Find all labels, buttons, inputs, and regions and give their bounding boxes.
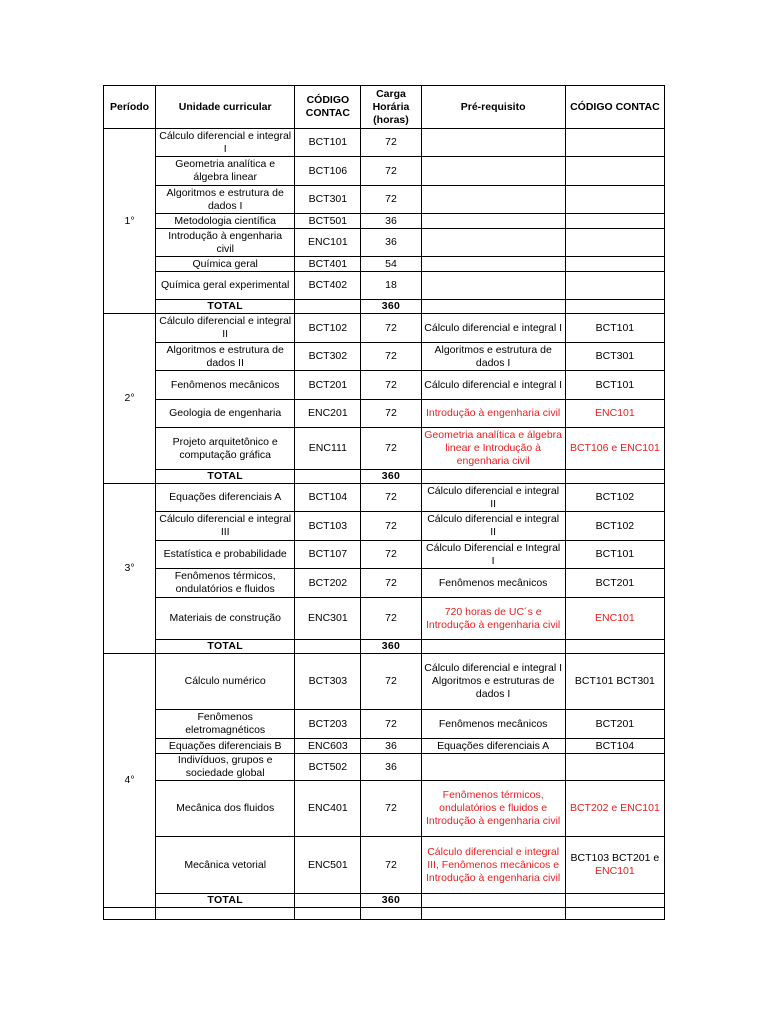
unit-hours: 72 — [361, 129, 421, 157]
unit-hours: 72 — [361, 837, 421, 894]
prerequisite: Cálculo diferencial e integral III, Fenômenos mecânicos e Introdução à engenharia civil — [421, 837, 565, 894]
prerequisite-code: BCT106 e ENC101 — [565, 428, 664, 470]
table-body — [104, 129, 665, 920]
unit-name: Metodologia científica — [156, 214, 295, 229]
prerequisite: 720 horas de UC´s e Introdução à engenharia civil — [421, 598, 565, 640]
prerequisite-code-red: ENC101 — [595, 865, 635, 877]
table-row — [104, 371, 665, 400]
period-label: 4° — [104, 654, 156, 908]
unit-hours: 36 — [361, 739, 421, 754]
unit-code: BCT301 — [295, 186, 361, 214]
table-row — [104, 314, 665, 343]
unit-hours: 72 — [361, 781, 421, 837]
header-codigo-prereq: CÓDIGO CONTAC — [565, 86, 664, 129]
prerequisite — [421, 272, 565, 300]
prerequisite: Cálculo diferencial e integral II — [421, 512, 565, 541]
empty-cell — [361, 908, 421, 920]
prerequisite-code: ENC101 — [565, 400, 664, 428]
empty-cell — [104, 908, 156, 920]
unit-hours: 72 — [361, 512, 421, 541]
table-row — [104, 214, 665, 229]
unit-hours: 72 — [361, 400, 421, 428]
prerequisite: Cálculo diferencial e integral I — [421, 371, 565, 400]
unit-name: Química geral experimental — [156, 272, 295, 300]
unit-name: Cálculo diferencial e integral III — [156, 512, 295, 541]
prerequisite — [421, 214, 565, 229]
header-codigo: CÓDIGO CONTAC — [295, 86, 361, 129]
table-row — [104, 400, 665, 428]
unit-hours: 72 — [361, 157, 421, 186]
unit-code: ENC111 — [295, 428, 361, 470]
prerequisite: Fenômenos mecânicos — [421, 710, 565, 739]
unit-code: BCT303 — [295, 654, 361, 710]
unit-hours: 18 — [361, 272, 421, 300]
total-label: TOTAL — [156, 300, 295, 314]
unit-code: BCT101 — [295, 129, 361, 157]
table-row — [104, 754, 665, 781]
unit-code: ENC603 — [295, 739, 361, 754]
table-row — [104, 428, 665, 470]
table-row — [104, 257, 665, 272]
unit-hours: 72 — [361, 371, 421, 400]
prerequisite — [421, 157, 565, 186]
unit-name: Química geral — [156, 257, 295, 272]
prerequisite: Cálculo diferencial e integral I — [421, 314, 565, 343]
unit-code: BCT302 — [295, 343, 361, 371]
prerequisite-code — [565, 754, 664, 781]
prerequisite-code: BCT103 BCT201 e ENC101 — [565, 837, 664, 894]
unit-code: BCT102 — [295, 314, 361, 343]
total-empty — [421, 470, 565, 484]
table-row — [104, 129, 665, 157]
unit-hours: 72 — [361, 428, 421, 470]
prerequisite: Equações diferenciais A — [421, 739, 565, 754]
empty-cell — [295, 908, 361, 920]
unit-code: ENC301 — [295, 598, 361, 640]
unit-name: Algoritmos e estrutura de dados II — [156, 343, 295, 371]
header-row — [104, 86, 665, 129]
total-value: 360 — [361, 640, 421, 654]
header-unidade: Unidade curricular — [156, 86, 295, 129]
unit-code: BCT502 — [295, 754, 361, 781]
unit-name: Projeto arquitetônico e computação gráfica — [156, 428, 295, 470]
total-row — [104, 470, 665, 484]
unit-name: Algoritmos e estrutura de dados I — [156, 186, 295, 214]
empty-row — [104, 908, 665, 920]
prerequisite: Cálculo diferencial e integral II — [421, 484, 565, 512]
total-value: 360 — [361, 300, 421, 314]
prerequisite-code — [565, 214, 664, 229]
total-empty — [421, 300, 565, 314]
table-row — [104, 157, 665, 186]
total-empty — [565, 894, 664, 908]
unit-code: BCT202 — [295, 569, 361, 598]
prerequisite: Introdução à engenharia civil — [421, 400, 565, 428]
unit-hours: 72 — [361, 314, 421, 343]
unit-name: Introdução à engenharia civil — [156, 229, 295, 257]
table-row — [104, 654, 665, 710]
prerequisite: Fenômenos mecânicos — [421, 569, 565, 598]
total-row — [104, 640, 665, 654]
unit-code: ENC401 — [295, 781, 361, 837]
prerequisite-code — [565, 272, 664, 300]
prerequisite: Cálculo Diferencial e Integral I — [421, 541, 565, 569]
unit-hours: 72 — [361, 343, 421, 371]
prerequisite — [421, 129, 565, 157]
prerequisite-code: BCT101 — [565, 541, 664, 569]
prerequisite-code — [565, 257, 664, 272]
unit-code: ENC501 — [295, 837, 361, 894]
unit-hours: 54 — [361, 257, 421, 272]
unit-hours: 72 — [361, 541, 421, 569]
unit-name: Mecânica dos fluidos — [156, 781, 295, 837]
table-row — [104, 739, 665, 754]
prerequisite-code: BCT101 — [565, 314, 664, 343]
total-value: 360 — [361, 894, 421, 908]
unit-hours: 36 — [361, 214, 421, 229]
unit-name: Fenômenos eletromagnéticos — [156, 710, 295, 739]
table-row — [104, 512, 665, 541]
prerequisite-code: BCT201 — [565, 569, 664, 598]
table-row — [104, 710, 665, 739]
prerequisite — [421, 754, 565, 781]
prerequisite — [421, 257, 565, 272]
prerequisite-code: BCT102 — [565, 484, 664, 512]
empty-cell — [156, 908, 295, 920]
header-prerequisito: Pré-requisito — [421, 86, 565, 129]
prerequisite-code — [565, 129, 664, 157]
unit-hours: 72 — [361, 598, 421, 640]
unit-code: BCT401 — [295, 257, 361, 272]
prerequisite-code: BCT101 — [565, 371, 664, 400]
unit-name: Cálculo diferencial e integral I — [156, 129, 295, 157]
table-row — [104, 837, 665, 894]
prerequisite-code: BCT202 e ENC101 — [565, 781, 664, 837]
unit-name: Geometria analítica e álgebra linear — [156, 157, 295, 186]
unit-name: Fenômenos térmicos, ondulatórios e fluidos — [156, 569, 295, 598]
unit-code: BCT203 — [295, 710, 361, 739]
table-row — [104, 484, 665, 512]
total-empty — [421, 894, 565, 908]
prerequisite: Cálculo diferencial e integral I Algoritmos e estruturas de dados I — [421, 654, 565, 710]
header-carga: Carga Horária (horas) — [361, 86, 421, 129]
unit-code: BCT402 — [295, 272, 361, 300]
unit-hours: 72 — [361, 710, 421, 739]
unit-hours: 72 — [361, 484, 421, 512]
total-empty — [295, 470, 361, 484]
total-row — [104, 300, 665, 314]
curriculum-table — [103, 85, 665, 920]
empty-cell — [421, 908, 565, 920]
prerequisite: Algoritmos e estrutura de dados I — [421, 343, 565, 371]
prerequisite: Fenômenos térmicos, ondulatórios e fluidos e Introdução à engenharia civil — [421, 781, 565, 837]
unit-code: ENC201 — [295, 400, 361, 428]
prerequisite-code — [565, 157, 664, 186]
total-row — [104, 894, 665, 908]
total-empty — [565, 300, 664, 314]
header-periodo: Período — [104, 86, 156, 129]
prerequisite-code: BCT301 — [565, 343, 664, 371]
total-empty — [295, 640, 361, 654]
table-row — [104, 598, 665, 640]
prerequisite-code — [565, 229, 664, 257]
period-label: 1° — [104, 129, 156, 314]
total-empty — [421, 640, 565, 654]
unit-hours: 72 — [361, 186, 421, 214]
unit-name: Cálculo diferencial e integral II — [156, 314, 295, 343]
unit-name: Indivíduos, grupos e sociedade global — [156, 754, 295, 781]
prerequisite-code: BCT102 — [565, 512, 664, 541]
period-label: 3° — [104, 484, 156, 654]
table-row — [104, 541, 665, 569]
prerequisite-code: BCT201 — [565, 710, 664, 739]
unit-code: BCT106 — [295, 157, 361, 186]
unit-code: BCT107 — [295, 541, 361, 569]
table-row — [104, 186, 665, 214]
prerequisite-code — [565, 186, 664, 214]
unit-name: Mecânica vetorial — [156, 837, 295, 894]
prerequisite — [421, 186, 565, 214]
unit-hours: 72 — [361, 654, 421, 710]
table-row — [104, 272, 665, 300]
total-value: 360 — [361, 470, 421, 484]
unit-code: BCT103 — [295, 512, 361, 541]
prerequisite-code: BCT101 BCT301 — [565, 654, 664, 710]
unit-name: Materiais de construção — [156, 598, 295, 640]
unit-code: BCT501 — [295, 214, 361, 229]
total-label: TOTAL — [156, 640, 295, 654]
total-empty — [295, 894, 361, 908]
prerequisite: Geometria analítica e álgebra linear e Introdução à engenharia civil — [421, 428, 565, 470]
empty-cell — [565, 908, 664, 920]
unit-code: BCT201 — [295, 371, 361, 400]
unit-hours: 36 — [361, 754, 421, 781]
unit-name: Equações diferenciais A — [156, 484, 295, 512]
unit-name: Geologia de engenharia — [156, 400, 295, 428]
unit-hours: 72 — [361, 569, 421, 598]
prerequisite-code: BCT104 — [565, 739, 664, 754]
unit-code: BCT104 — [295, 484, 361, 512]
unit-name: Cálculo numérico — [156, 654, 295, 710]
prerequisite — [421, 229, 565, 257]
prerequisite-code: ENC101 — [565, 598, 664, 640]
total-label: TOTAL — [156, 470, 295, 484]
total-empty — [565, 640, 664, 654]
unit-code: ENC101 — [295, 229, 361, 257]
table-row — [104, 229, 665, 257]
total-empty — [295, 300, 361, 314]
unit-name: Equações diferenciais B — [156, 739, 295, 754]
table-row — [104, 569, 665, 598]
unit-name: Fenômenos mecânicos — [156, 371, 295, 400]
table-row — [104, 781, 665, 837]
table-row — [104, 343, 665, 371]
total-empty — [565, 470, 664, 484]
period-label: 2° — [104, 314, 156, 484]
total-label: TOTAL — [156, 894, 295, 908]
unit-name: Estatística e probabilidade — [156, 541, 295, 569]
unit-hours: 36 — [361, 229, 421, 257]
